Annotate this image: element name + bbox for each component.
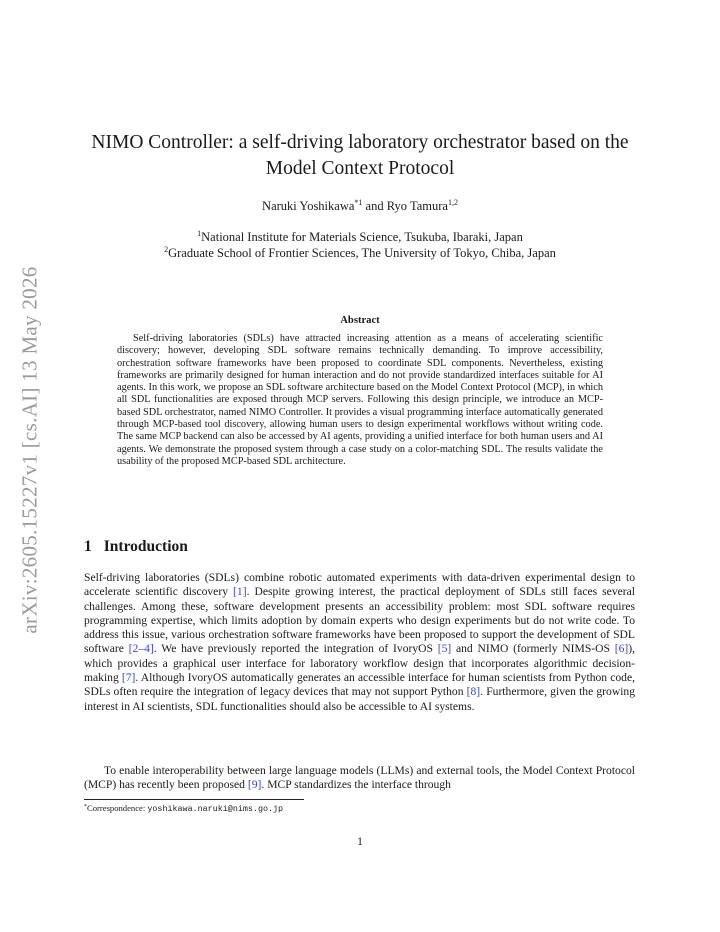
text-run: and NIMO (formerly NIMS-OS [451,642,615,656]
affiliation-marker: 2 [164,245,169,254]
correspondence-email[interactable]: yoshikawa.naruki@nims.go.jp [147,804,284,814]
citation-link[interactable]: [8] [466,685,481,699]
author-marker: 1,2 [447,198,458,207]
affiliation-text: National Institute for Materials Science, Tsukuba, Ibaraki, Japan [201,230,523,244]
section-number: 1 [84,538,92,555]
citation-link[interactable]: [9] [247,778,262,792]
affiliation-line [0,245,720,261]
footnote-marker: * [84,804,87,810]
text-run: . Despite growing interest, the practical deployment of SDLs still faces several challenges. Among these, software development presents an accessibility problem: most SDL software requires programming expertise, which limits adoption by domain experts who design experiments but do not write code. To address this issue, various orchestration software frameworks have been proposed to support the development of SDL software [84,585,635,656]
intro-paragraph-1 [84,571,635,714]
author-line [0,199,720,214]
author-name: Naruki Yoshikawa [262,199,355,213]
text-run: ), which provides a graphical user interface for laboratory workflow design that incorporates algorithmic decision-making [84,642,635,685]
page-number: 1 [357,836,363,848]
citation-link[interactable]: [1] [233,585,247,599]
abstract-body: Self-driving laboratories (SDLs) have attracted increasing attention as a means of accelerating scientific discovery; however, developing SDL software remains technically demanding. To improve accessibility, orchestration software frameworks have been proposed to coordinate SDL components. Nevertheless, existing frameworks are primarily designed for human interaction and do not provide standardized interfaces suitable for AI agents. In this work, we propose an SDL software architecture based on the Model Context Protocol (MCP), in which all SDL functionalities are exposed through MCP servers. Following this design principle, we introduce an MCP-based SDL orchestrator, named NIMO Controller. It provides a visual programming interface automatically generated through MCP-based tool discovery, allowing human users to design experimental workflows without writing code. The same MCP backend can also be accessed by AI agents, providing a unified interface for both human users and AI agents. We demonstrate the proposed system through a case study on a color-matching SDL. The results validate the usability of the proposed MCP-based SDL architecture. [117,333,603,467]
author-marker: *1 [354,198,363,207]
affiliation-line [0,229,720,245]
affiliations [0,229,720,261]
citation-link[interactable]: [5] [437,642,452,656]
arxiv-identifier: arXiv:2605.15227v1 [cs.AI] 13 May 2026 [17,266,42,634]
author-name: Ryo Tamura [386,199,448,213]
text-run: Self-driving laboratories (SDLs) combine robotic automated experiments with data-driven experimental design to accelerate scientific discovery [84,571,635,599]
footnote-rule [84,799,304,800]
text-run: . Furthermore, given the growing interest in AI scientists, SDL functionalities should also be accessible to AI systems. [84,685,636,713]
section-heading [84,538,188,556]
text-run: To enable interoperability between large language models (LLMs) and external tools, the Model Context Protocol (MCP) has recently been proposed [84,764,635,792]
abstract-heading: Abstract [340,315,380,326]
paper-title: NIMO Controller: a self-driving laboratory orchestrator based on the Model Context Protocol [91,132,629,179]
affiliation-text: Graduate School of Frontier Sciences, The University of Tokyo, Chiba, Japan [168,246,556,260]
author-conjunction: and [362,199,387,213]
text-run: . We have previously reported the integration of IvoryOS [153,642,438,656]
intro-paragraph-2 [84,764,635,793]
footnote-label: Correspondence: [87,803,148,813]
citation-link[interactable]: [6] [614,642,629,656]
text-run: . Although IvoryOS automatically generates an accessible interface for human scientists from Python code, SDLs often require the integration of legacy devices that may not support Python [84,671,635,699]
affiliation-marker: 1 [197,229,202,238]
citation-link[interactable]: [2–4] [128,642,154,656]
section-title: Introduction [103,538,188,555]
footnote [84,803,283,814]
text-run: . MCP standardizes the interface through [261,778,451,792]
citation-link[interactable]: [7] [121,671,136,685]
